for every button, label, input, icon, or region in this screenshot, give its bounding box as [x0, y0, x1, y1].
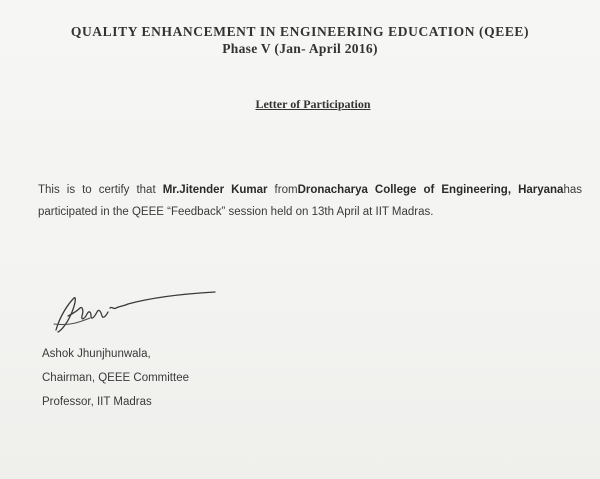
participant-name: Mr.Jitender Kumar: [162, 184, 268, 196]
body-from: from: [267, 184, 298, 196]
signatory-affiliation: Professor, IIT Madras: [42, 396, 152, 408]
body-rest: has participated in the QEEE “Feedback” session held on 13th April at IIT Madras.: [38, 184, 583, 218]
signatory-role: Chairman, QEEE Committee: [42, 372, 189, 384]
letter-body: [38, 179, 582, 223]
body-intro: This is to certify that: [38, 184, 163, 196]
document-subtitle: Phase V (Jan- April 2016): [222, 41, 378, 56]
college-name: Dronacharya College of Engineering, Haryana: [297, 184, 564, 196]
signatory-name: Ashok Jhunjhunwala,: [42, 348, 151, 360]
document-title: QUALITY ENHANCEMENT IN ENGINEERING EDUCATION (QEEE): [70, 24, 530, 39]
signature-image: [50, 286, 220, 338]
letter-heading: Letter of Participation: [255, 97, 371, 111]
signatory-block: [42, 342, 189, 414]
